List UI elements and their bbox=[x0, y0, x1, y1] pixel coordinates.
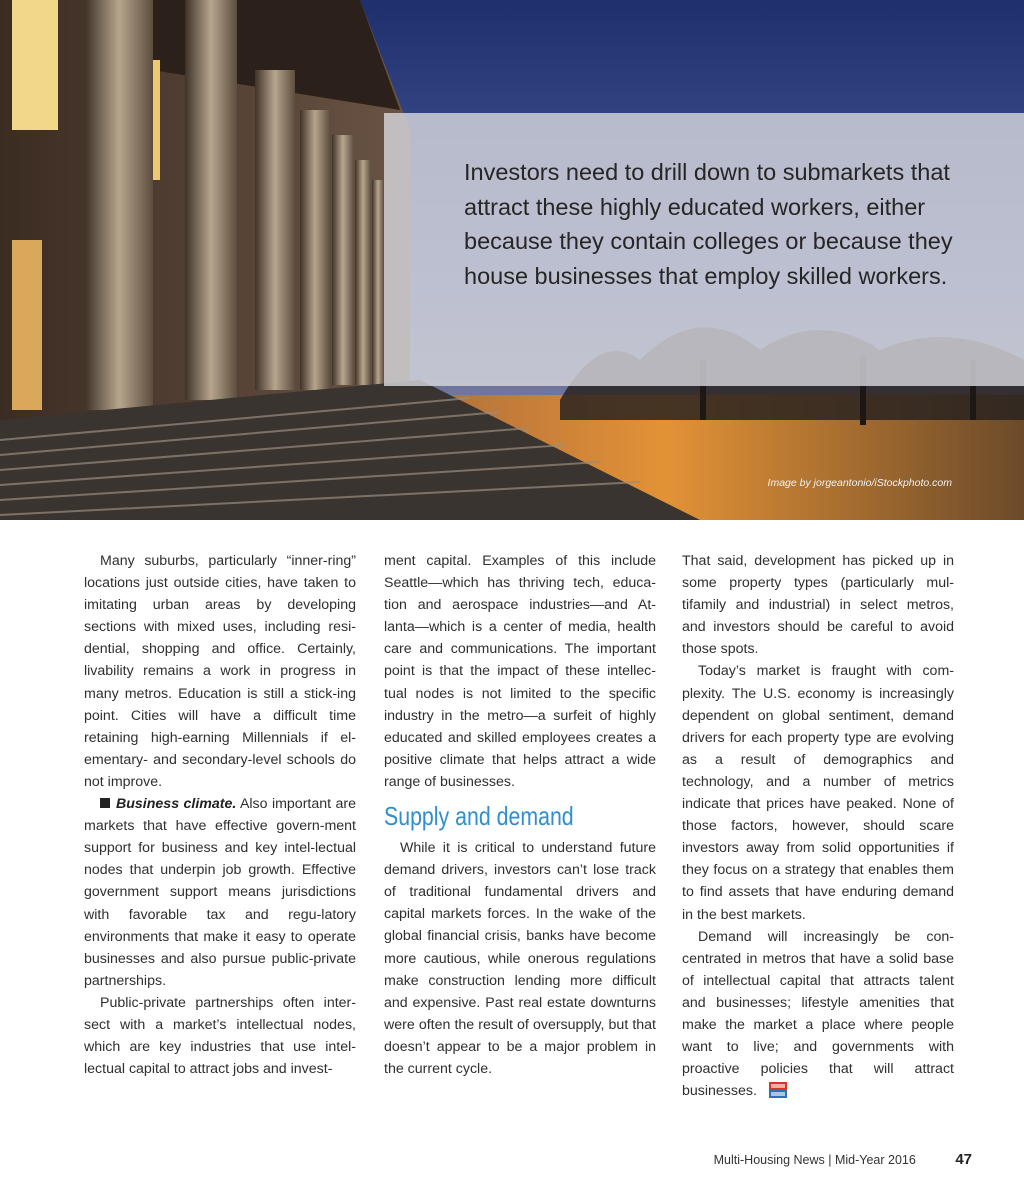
page-footer bbox=[714, 1151, 972, 1168]
paragraph: Today’s market is fraught with com-plexity. The U.S. economy is increasingly dependent on global sentiment, demand drivers for each property type are evolving as a result of demographics and technology, and a number of metrics indicate that prices have peaked. None of those factors, however, should scare investors away from solid opportunities if they focus on a strategy that enables them to find assets that have enduring demand in the best markets. bbox=[682, 663, 954, 923]
paragraph: While it is critical to understand future demand drivers, investors can’t lose track of traditional fundamental drivers and capital markets forces. In the wake of the global financial crisis, banks have become more cautious, while onerous regulations make construction lending more difficult and expensive. Past real estate downturns were often the result of oversupply, but that doesn’t appear to be a major problem in the current cycle. bbox=[384, 840, 656, 1077]
footer-separator: | bbox=[828, 1153, 832, 1167]
hero-image bbox=[0, 0, 1024, 520]
paragraph bbox=[84, 793, 356, 992]
page-number: 47 bbox=[955, 1151, 972, 1168]
article-column-2 bbox=[384, 550, 656, 1080]
image-credit: Image by jorgeantonio/iStockphoto.com bbox=[767, 477, 952, 489]
publication-name: Multi-Housing News bbox=[713, 1153, 825, 1167]
paragraph: That said, development has picked up in some property types (particularly mul-tifamily and industrial) in select metros, and investors should be careful to avoid those spots. bbox=[682, 553, 954, 658]
issue-date: Mid-Year 2016 bbox=[834, 1153, 916, 1167]
paragraph: ment capital. Examples of this include Seattle—which has thriving tech, educa-tion and aerospace industries—and At-lanta—which is a center of media, health care and communications. The important point is that the impact of these intellec-tual nodes is not limited to the specific industry in the metro—a surfeit of highly educated and skilled employees creates a positive climate that helps attract a wide range of businesses. bbox=[384, 553, 656, 790]
article-column-3 bbox=[682, 550, 954, 1102]
article-column-1 bbox=[84, 550, 356, 1080]
paragraph bbox=[682, 926, 954, 1103]
paragraph: Many suburbs, particularly “inner-ring” locations just outside cities, have taken to imitating urban areas by developing sections with mixed uses, including resi-dential, shopping and office. Certainly, livability remains a work in progress in many metros. Education is still a stick-ing point. Cities will have a difficult time retaining high-earning Millennials if el-ementary- and secondary-level schools do not improve. bbox=[84, 553, 356, 790]
paragraph: Public-private partnerships often inter-sect with a market’s intellectual nodes, which are key industries that use intel-lectual capital to attract jobs and invest- bbox=[84, 994, 356, 1078]
pull-quote: Investors need to drill down to submarkets that attract these highly educated workers, either because they contain colleges or because they house businesses that employ skilled workers. bbox=[464, 159, 953, 289]
square-bullet-icon bbox=[100, 798, 110, 808]
end-mark-icon bbox=[769, 1082, 787, 1098]
paragraph-text: Also important are markets that have effective govern-ment support for business and key intel-lectual nodes that underpin job growth. Effective government support means jurisdictions with favorable tax and regu-latory environments that make it easy to operate businesses and also pursue public-private partnerships. bbox=[84, 796, 356, 989]
subhead-inline: Business climate. bbox=[116, 796, 237, 813]
pullquote-panel bbox=[384, 113, 1024, 386]
paragraph-text: Demand will increasingly be con-centrated in metros that have a solid base of intellectual capital that attracts talent and businesses; lifestyle amenities that make the market a place where people want to live; and governments with proactive policies that will attract businesses. bbox=[682, 928, 954, 1100]
section-heading: Supply and demand bbox=[384, 801, 574, 832]
